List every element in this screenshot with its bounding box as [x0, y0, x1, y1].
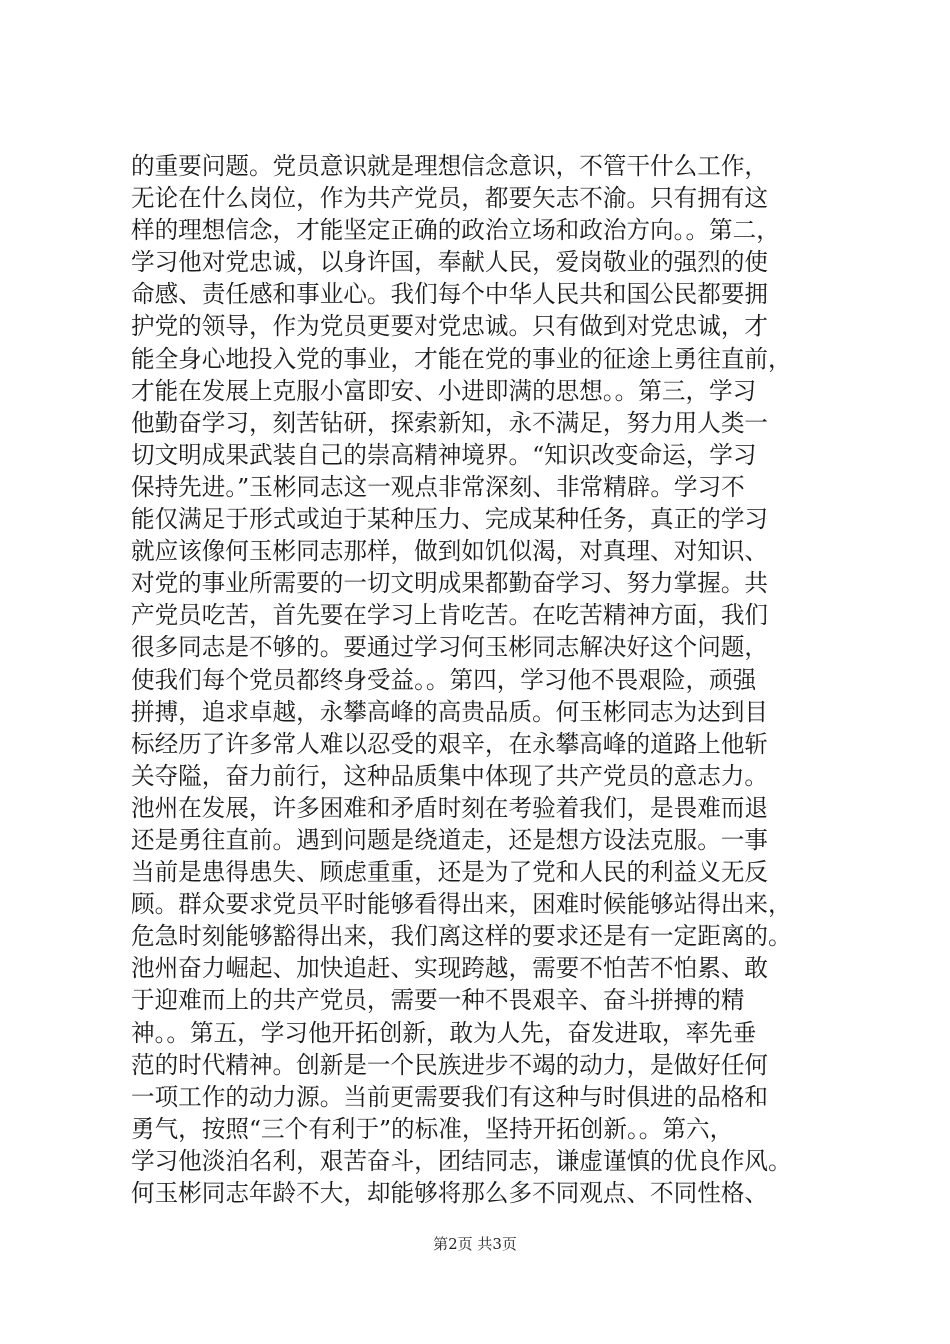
body-text — [131, 150, 831, 1209]
text-line: 就应该像何玉彬同志那样，做到如饥似渴，对真理、对知识、 — [131, 537, 769, 566]
text-line: 学习他淡泊名利，艰苦奋斗，团结同志，谦虚谨慎的优良作风。 — [131, 1146, 792, 1175]
text-line: 神。。第五，学习他开拓创新，敢为人先，奋发进取，率先垂 — [131, 1018, 757, 1047]
text-line: 范的时代精神。创新是一个民族进步不竭的动力，是做好任何 — [131, 1050, 769, 1079]
text-line: 护党的领导，作为党员更要对党忠诚。只有做到对党忠诚，才 — [131, 312, 769, 341]
text-line: 很多同志是不够的。要通过学习何玉彬同志解决好这个问题， — [131, 633, 769, 662]
text-line: 能全身心地投入党的事业，才能在党的事业的征途上勇往直前， — [131, 344, 792, 373]
text-line: 于迎难而上的共产党员，需要一种不畏艰辛、奋斗拼搏的精 — [131, 986, 745, 1015]
text-line: 当前是患得患失、顾虑重重，还是为了党和人民的利益义无反 — [131, 858, 769, 887]
text-line: 危急时刻能够豁得出来，我们离这样的要求还是有一定距离的。 — [131, 922, 792, 951]
text-line: 切文明成果武装自己的崇高精神境界。“知识改变命运，学习 — [131, 440, 757, 469]
text-line: 他勤奋学习，刻苦钻研，探索新知，永不满足，努力用人类一 — [131, 408, 769, 437]
text-line: 能仅满足于形式或迫于某种压力、完成某种任务，真正的学习 — [131, 505, 769, 534]
text-line: 样的理想信念，才能坚定正确的政治立场和政治方向。。第二， — [131, 216, 780, 245]
text-line: 何玉彬同志年龄不大，却能够将那么多不同观点、不同性格、 — [131, 1179, 769, 1207]
text-line: 池州在发展，许多困难和矛盾时刻在考验着我们，是畏难而退 — [131, 793, 769, 822]
text-line: 产党员吃苦，首先要在学习上肯吃苦。在吃苦精神方面，我们 — [131, 601, 769, 630]
text-line: 使我们每个党员都终身受益。。第四，学习他不畏艰险，顽强 — [131, 665, 757, 694]
text-line: 勇气，按照“三个有利于”的标准，坚持开拓创新。。第六， — [131, 1114, 734, 1143]
text-line: 才能在发展上克服小富即安、小进即满的思想。。第三，学习 — [131, 376, 757, 405]
text-line: 无论在什么岗位，作为共产党员，都要矢志不渝。只有拥有这 — [131, 184, 769, 213]
text-line: 池州奋力崛起、加快追赶、实现跨越，需要不怕苦不怕累、敢 — [131, 954, 769, 983]
text-line: 拼搏，追求卓越，永攀高峰的高贵品质。何玉彬同志为达到目 — [131, 697, 769, 726]
text-line: 一项工作的动力源。当前更需要我们有这种与时俱进的品格和 — [131, 1082, 769, 1111]
page-number-footer: 第2页 共3页 — [433, 1235, 517, 1253]
text-line: 保持先进。”玉彬同志这一观点非常深刻、非常精辟。学习不 — [131, 472, 745, 501]
text-line: 的重要问题。党员意识就是理想信念意识，不管干什么工作， — [131, 152, 769, 180]
text-line: 对党的事业所需要的一切文明成果都勤奋学习、努力掌握。共 — [131, 569, 769, 598]
text-line: 顾。群众要求党员平时能够看得出来，困难时候能够站得出来， — [131, 890, 792, 919]
text-line: 标经历了许多常人难以忍受的艰辛，在永攀高峰的道路上他斩 — [131, 729, 769, 758]
text-line: 还是勇往直前。遇到问题是绕道走，还是想方设法克服。一事 — [131, 825, 769, 854]
text-line: 命感、责任感和事业心。我们每个中华人民共和国公民都要拥 — [131, 280, 769, 309]
text-line: 学习他对党忠诚，以身许国，奉献人民，爱岗敬业的强烈的使 — [131, 248, 769, 277]
text-line: 关夺隘，奋力前行，这种品质集中体现了共产党员的意志力。 — [131, 761, 769, 790]
